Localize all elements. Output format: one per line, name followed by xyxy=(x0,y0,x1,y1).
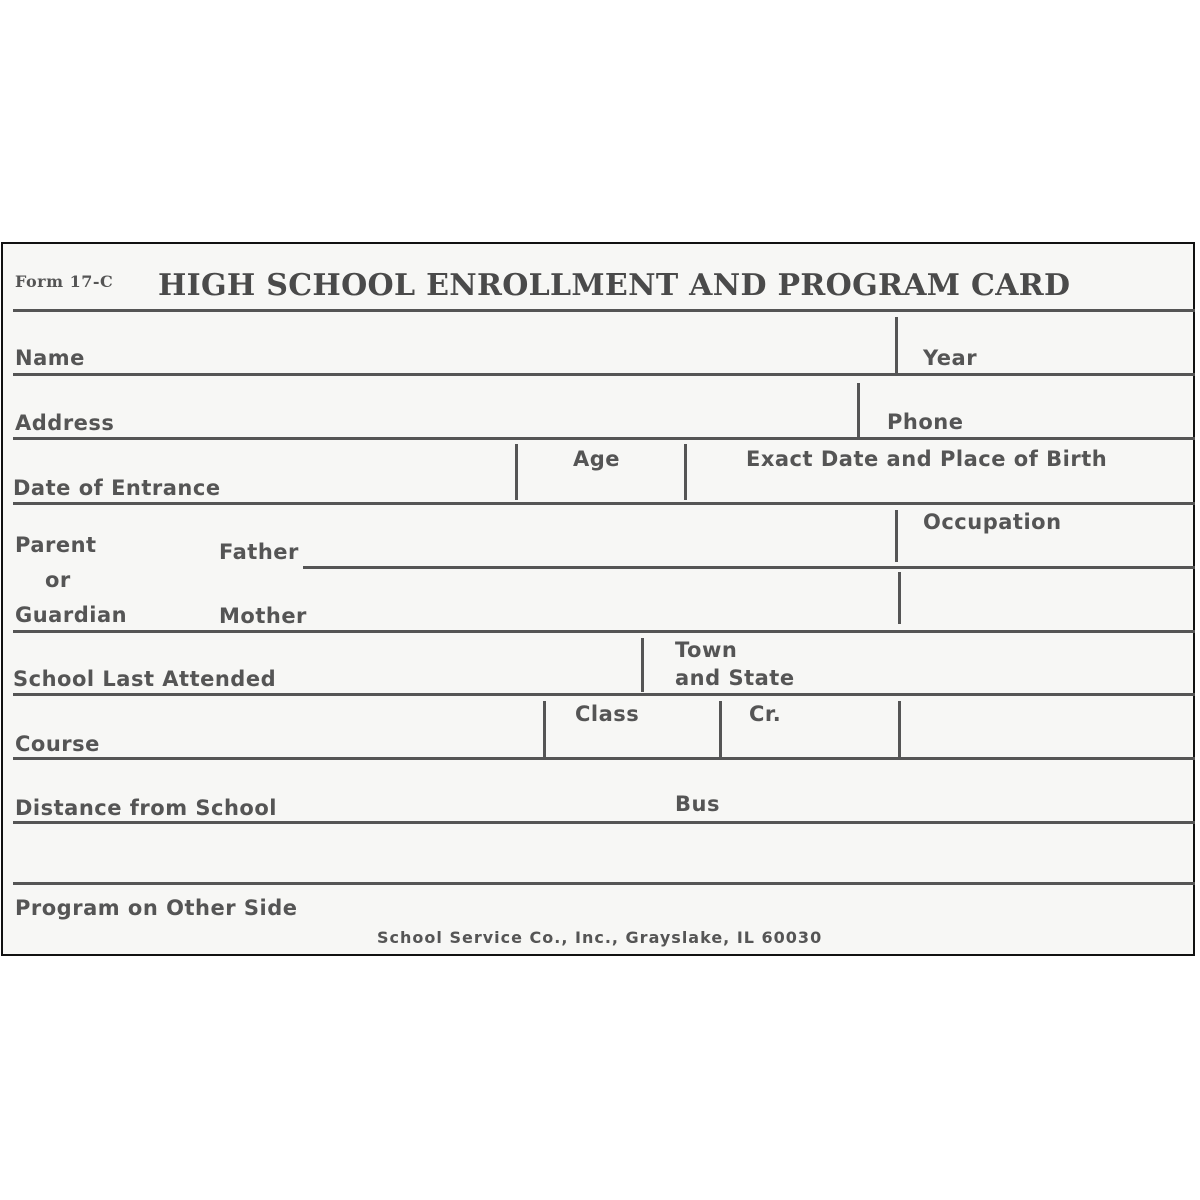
label-or: or xyxy=(45,568,71,592)
label-class: Class xyxy=(575,702,640,726)
rule-distance xyxy=(13,821,1195,824)
divider-name-year xyxy=(895,317,898,373)
label-course: Course xyxy=(15,732,100,756)
label-mother: Mother xyxy=(219,604,307,628)
divider-age-birth xyxy=(684,444,687,500)
rule-father xyxy=(303,566,1195,569)
divider-entrance-age xyxy=(515,444,518,500)
label-bus: Bus xyxy=(675,792,720,816)
divider-class-credit xyxy=(719,701,722,757)
label-phone: Phone xyxy=(887,410,964,434)
rule-header xyxy=(13,309,1195,312)
label-parent: Parent xyxy=(15,533,97,557)
rule-blank xyxy=(13,882,1195,885)
label-distance: Distance from School xyxy=(15,796,277,820)
label-guardian: Guardian xyxy=(15,603,128,627)
rule-school xyxy=(13,693,1195,696)
label-town: Town xyxy=(675,638,738,662)
label-birth: Exact Date and Place of Birth xyxy=(746,447,1108,471)
divider-address-phone xyxy=(857,383,860,439)
label-address: Address xyxy=(15,411,115,435)
divider-father-occupation xyxy=(895,510,898,562)
label-school-last-attended: School Last Attended xyxy=(13,667,277,691)
divider-mother-occupation xyxy=(898,572,901,624)
rule-guardian xyxy=(13,630,1195,633)
label-father: Father xyxy=(219,540,299,564)
enrollment-card xyxy=(1,242,1195,956)
label-age: Age xyxy=(573,447,621,471)
rule-address xyxy=(13,437,1195,440)
program-note: Program on Other Side xyxy=(15,896,298,920)
form-number: Form 17-C xyxy=(15,272,114,291)
publisher-footer: School Service Co., Inc., Grayslake, IL 60030 xyxy=(377,928,823,947)
rule-entrance xyxy=(13,502,1195,505)
rule-name xyxy=(13,373,1195,376)
card-title: HIGH SCHOOL ENROLLMENT AND PROGRAM CARD xyxy=(158,268,1071,303)
divider-course-class xyxy=(543,701,546,757)
label-credit: Cr. xyxy=(749,702,782,726)
label-occupation: Occupation xyxy=(923,510,1062,534)
label-year: Year xyxy=(923,346,978,370)
label-name: Name xyxy=(15,346,85,370)
label-date-of-entrance: Date of Entrance xyxy=(13,476,221,500)
divider-school-town xyxy=(641,638,644,692)
rule-course xyxy=(13,757,1195,760)
divider-credit-blank xyxy=(898,701,901,757)
label-and-state: and State xyxy=(675,666,795,690)
